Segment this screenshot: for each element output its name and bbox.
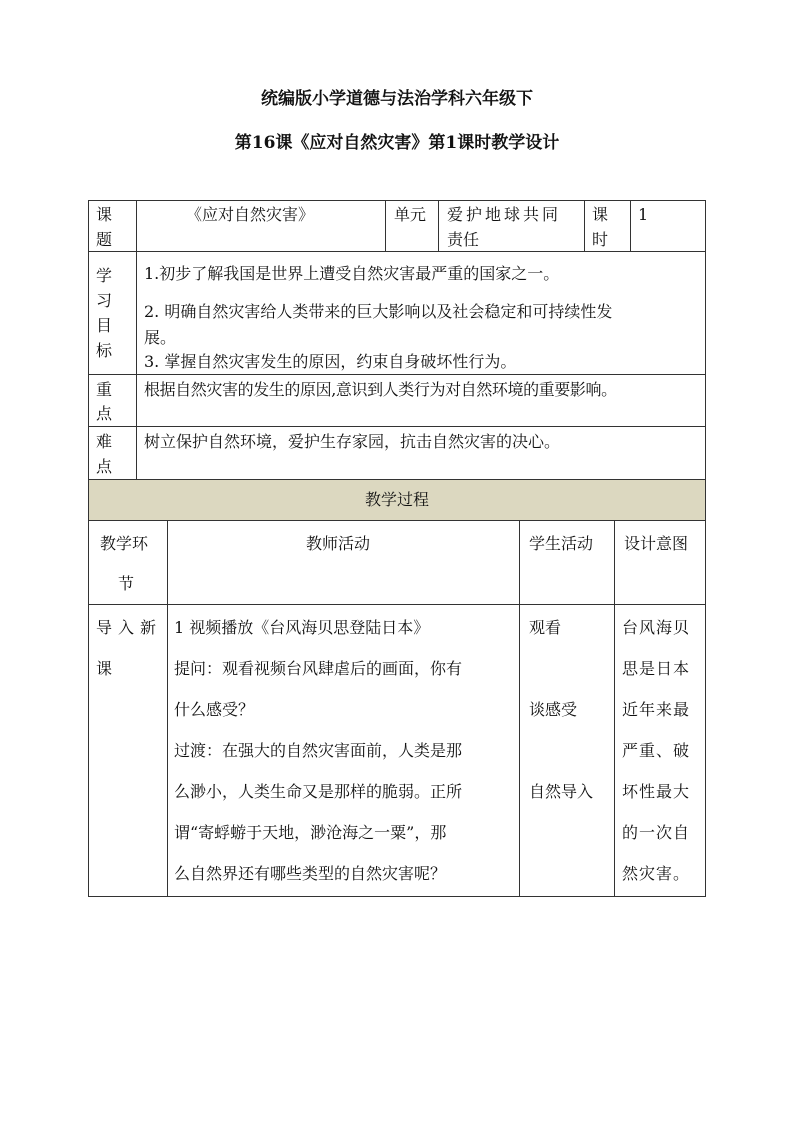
unit-value-line2: 责任 (447, 230, 480, 249)
intent-line-3: 近年来最 (622, 700, 691, 719)
lesson-value: 《应对自然灾害》 (186, 205, 315, 224)
col-header-stage-line1: 教学环 (100, 534, 149, 553)
goals-label-1: 学 (96, 266, 113, 285)
col-header-stage-line2: 节 (118, 574, 135, 593)
goal-item-2: 2. 明确自然灾害给人类带来的巨大影响以及社会稳定和可持续性发 (144, 302, 613, 321)
teacher-line-6: 谓“寄蜉蝣于天地，渺沧海之一粟”，那 (174, 823, 447, 842)
unit-value-line1: 爱护地球共同 (447, 205, 562, 224)
period-label-line1: 课 (592, 205, 609, 224)
goal-item-3: 3. 掌握自然灾害发生的原因，约束自身破坏性行为。 (144, 352, 517, 371)
col-header-intent: 设计意图 (624, 534, 689, 553)
difficulty-label-line2: 点 (96, 457, 113, 476)
unit-label: 单元 (394, 205, 427, 224)
student-activity-1: 观看 (529, 618, 562, 637)
difficulty-text: 树立保护自然环境，爱护生存家园，抗击自然灾害的决心。 (144, 432, 561, 451)
goal-item-1: 1.初步了解我国是世界上遭受自然灾害最严重的国家之一。 (144, 264, 560, 283)
student-activity-3: 自然导入 (529, 782, 594, 801)
difficulty-label-line1: 难 (96, 432, 113, 451)
col-header-student: 学生活动 (529, 534, 594, 553)
teacher-line-1: 1 视频播放《台风海贝思登陆日本》 (174, 618, 430, 637)
intent-line-6: 的一次自 (622, 823, 691, 842)
teacher-line-2: 提问：观看视频台风肆虐后的画面，你有 (174, 659, 463, 678)
key-label-line2: 点 (96, 404, 113, 423)
process-heading: 教学过程 (364, 490, 429, 509)
student-activity-2: 谈感受 (529, 700, 578, 719)
stage-line2: 课 (96, 659, 113, 678)
col-header-teacher: 教师活动 (306, 534, 371, 553)
goals-label-4: 标 (96, 341, 113, 360)
period-label-line2: 时 (592, 230, 609, 249)
goals-label-3: 目 (96, 316, 113, 335)
teacher-line-4: 过渡：在强大的自然灾害面前，人类是那 (174, 741, 463, 760)
teacher-line-7: 么自然界还有哪些类型的自然灾害呢？ (174, 864, 447, 883)
lesson-label-line2: 题 (96, 230, 113, 249)
period-value: 1 (638, 205, 649, 224)
document-subtitle: 第16课《应对自然灾害》第1课时教学设计 (234, 133, 560, 153)
lesson-label-line1: 课 (96, 205, 113, 224)
intent-line-4: 严重、破 (622, 741, 691, 760)
document-title: 统编版小学道德与法治学科六年级下 (261, 89, 533, 109)
intent-line-7: 然灾害。 (622, 864, 691, 883)
key-label-line1: 重 (96, 380, 113, 399)
key-point-text: 根据自然灾害的发生的原因,意识到人类行为对自然环境的重要影响。 (144, 380, 617, 399)
stage-line1: 导入新 (96, 618, 163, 637)
intent-line-2: 思是日本 (622, 659, 691, 678)
teacher-line-3: 什么感受？ (174, 700, 255, 719)
goals-label-2: 习 (96, 291, 113, 310)
teacher-line-5: 么渺小，人类生命又是那样的脆弱。正所 (174, 782, 463, 801)
intent-line-5: 坏性最大 (622, 782, 691, 801)
goal-item-2-cont: 展。 (144, 328, 177, 347)
intent-line-1: 台风海贝 (622, 618, 691, 637)
